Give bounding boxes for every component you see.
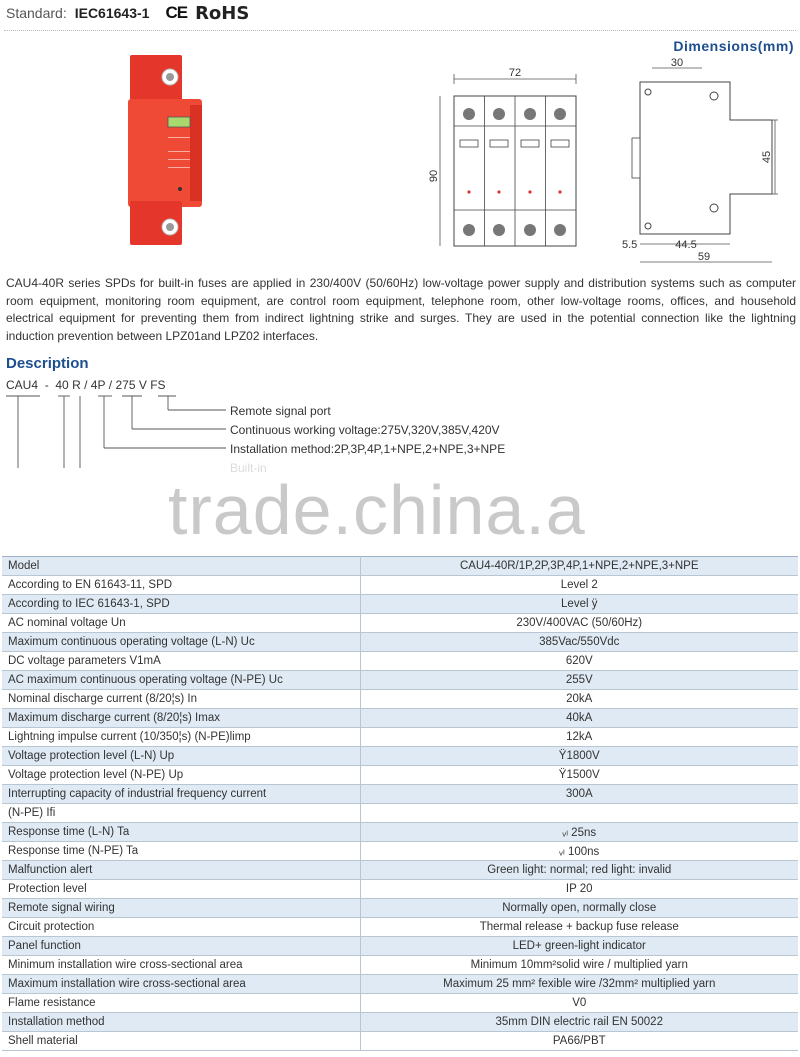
spec-value: Green light: normal; red light: invalid — [360, 861, 798, 880]
front-height-label: 90 — [428, 169, 440, 183]
spec-key: Interrupting capacity of industrial frequency current — [2, 785, 360, 804]
spec-key: Circuit protection — [2, 918, 360, 937]
table-row — [2, 956, 798, 975]
code-part: R — [72, 378, 81, 392]
legend-item: Remote signal port — [230, 404, 331, 418]
table-row — [2, 918, 798, 937]
table-row — [2, 633, 798, 652]
spec-key: Lightning impulse current (10/350¦s) (N-PE)limp — [2, 728, 360, 747]
spec-key: (N-PE) Ifi — [2, 804, 360, 823]
standard-label: Standard: — [6, 5, 67, 21]
table-row — [2, 861, 798, 880]
spec-value: 300A — [360, 785, 798, 804]
legend-item: Built-in — [230, 461, 267, 475]
table-row — [2, 652, 798, 671]
code-part: 4P — [90, 378, 106, 392]
spec-value: IP 20 — [360, 880, 798, 899]
table-row — [2, 576, 798, 595]
description-title: Description — [6, 355, 89, 372]
spec-key: Response time (L-N) Ta — [2, 823, 360, 842]
spec-key: Nominal discharge current (8/20¦s) In — [2, 690, 360, 709]
spec-key: Flame resistance — [2, 994, 360, 1013]
spec-value: 230V/400VAC (50/60Hz) — [360, 614, 798, 633]
table-row — [2, 690, 798, 709]
spec-key: Malfunction alert — [2, 861, 360, 880]
spec-value: ᵥₗ 100ns — [360, 842, 798, 861]
table-row — [2, 785, 798, 804]
code-part: CAU4 — [6, 378, 39, 392]
standard-value: IEC61643-1 — [74, 5, 150, 21]
spec-value: Ÿ1500V — [360, 766, 798, 785]
table-row — [2, 899, 798, 918]
spec-value: CAU4-40R/1P,2P,3P,4P,1+NPE,2+NPE,3+NPE — [360, 557, 798, 576]
table-row — [2, 937, 798, 956]
code-part: FS — [150, 378, 166, 392]
spec-value: 12kA — [360, 728, 798, 747]
legend-item: Installation method:2P,3P,4P,1+NPE,2+NPE,3+NPE — [230, 442, 506, 456]
spec-value: Maximum 25 mm² fexible wire /32mm² multiplied yarn — [360, 975, 798, 994]
code-part: V — [138, 378, 147, 392]
table-row — [2, 880, 798, 899]
side-total-label: 59 — [697, 251, 711, 263]
table-row — [2, 671, 798, 690]
spec-key: Model — [2, 557, 360, 576]
front-dimension-drawing — [428, 67, 578, 256]
table-row — [2, 595, 798, 614]
code-part: / — [108, 378, 113, 392]
spec-value: Ÿ1800V — [360, 747, 798, 766]
spec-key: DC voltage parameters V1mA — [2, 652, 360, 671]
watermark: trade.china.a — [168, 471, 586, 549]
code-part: 40 — [55, 378, 69, 392]
spec-key: According to EN 61643-11, SPD — [2, 576, 360, 595]
standard-bar — [6, 2, 249, 24]
table-row — [2, 728, 798, 747]
code-part: / — [84, 378, 88, 392]
ce-mark-icon: CE — [165, 3, 188, 22]
side-top-label: 30 — [670, 57, 684, 69]
spec-value — [360, 804, 798, 823]
spec-value: Level ÿ — [360, 595, 798, 614]
front-width-label: 72 — [508, 67, 522, 79]
table-row — [2, 747, 798, 766]
side-offset-label: 5.5 — [622, 239, 638, 251]
spec-value: Normally open, normally close — [360, 899, 798, 918]
side-height-label: 45 — [761, 150, 773, 164]
side-dimension-drawing — [618, 58, 783, 268]
spec-table — [2, 556, 798, 1051]
spec-value: PA66/PBT — [360, 1032, 798, 1051]
legend-item: Continuous working voltage:275V,320V,385V,420V — [230, 423, 500, 437]
table-row — [2, 1013, 798, 1032]
spec-value: 385Vac/550Vdc — [360, 633, 798, 652]
dimensions-title: Dimensions(mm) — [673, 38, 794, 54]
spec-value: Level 2 — [360, 576, 798, 595]
table-row — [2, 766, 798, 785]
spec-value: 40kA — [360, 709, 798, 728]
table-row — [2, 614, 798, 633]
spec-value: 35mm DIN electric rail EN 50022 — [360, 1013, 798, 1032]
table-row — [2, 975, 798, 994]
spec-value: 620V — [360, 652, 798, 671]
spec-value: Thermal release + backup fuse release — [360, 918, 798, 937]
spec-key: Remote signal wiring — [2, 899, 360, 918]
spec-value: LED+ green-light indicator — [360, 937, 798, 956]
spec-key: Maximum continuous operating voltage (L-N) Uc — [2, 633, 360, 652]
spec-key: Shell material — [2, 1032, 360, 1051]
spec-key: AC maximum continuous operating voltage (N-PE) Uc — [2, 671, 360, 690]
spec-value: V0 — [360, 994, 798, 1013]
table-row — [2, 823, 798, 842]
rohs-mark-icon: RoHS — [195, 2, 250, 24]
code-part: 275 — [115, 378, 136, 392]
spec-key: Maximum installation wire cross-sectional area — [2, 975, 360, 994]
product-image — [128, 55, 204, 245]
spec-key: According to IEC 61643-1, SPD — [2, 595, 360, 614]
table-row — [2, 1032, 798, 1051]
spec-key: Voltage protection level (L-N) Up — [2, 747, 360, 766]
spec-key: Response time (N-PE) Ta — [2, 842, 360, 861]
spec-value: 255V — [360, 671, 798, 690]
spec-value: ᵥₗ 25ns — [360, 823, 798, 842]
spec-key: Voltage protection level (N-PE) Up — [2, 766, 360, 785]
table-row — [2, 557, 798, 576]
spec-value: 20kA — [360, 690, 798, 709]
spec-key: Protection level — [2, 880, 360, 899]
top-divider — [4, 30, 796, 31]
spec-key: AC nominal voltage Un — [2, 614, 360, 633]
spec-value: Minimum 10mm²solid wire / multiplied yarn — [360, 956, 798, 975]
code-part: - — [44, 378, 49, 392]
table-row — [2, 804, 798, 823]
side-inner-label: 44.5 — [675, 239, 697, 251]
model-code — [6, 378, 166, 392]
spec-key: Maximum discharge current (8/20¦s) Imax — [2, 709, 360, 728]
spec-key: Installation method — [2, 1013, 360, 1032]
table-row — [2, 842, 798, 861]
intro-paragraph: CAU4-40R series SPDs for built-in fuses are applied in 230/400V (50/60Hz) low-voltage power supply and distribution systems such as computer room equipment, monitoring room equipment, are control room equipment, telephone room, other low-voltage rooms, offices, and household electrical equipment for preventing them from indirect lightning strike and surges. They are used in the potential connection like the lightning induction prevention between LPZ01and LPZ02 interfaces. — [6, 276, 796, 343]
spec-key: Panel function — [2, 937, 360, 956]
table-row — [2, 994, 798, 1013]
spec-key: Minimum installation wire cross-sectional area — [2, 956, 360, 975]
table-row — [2, 709, 798, 728]
